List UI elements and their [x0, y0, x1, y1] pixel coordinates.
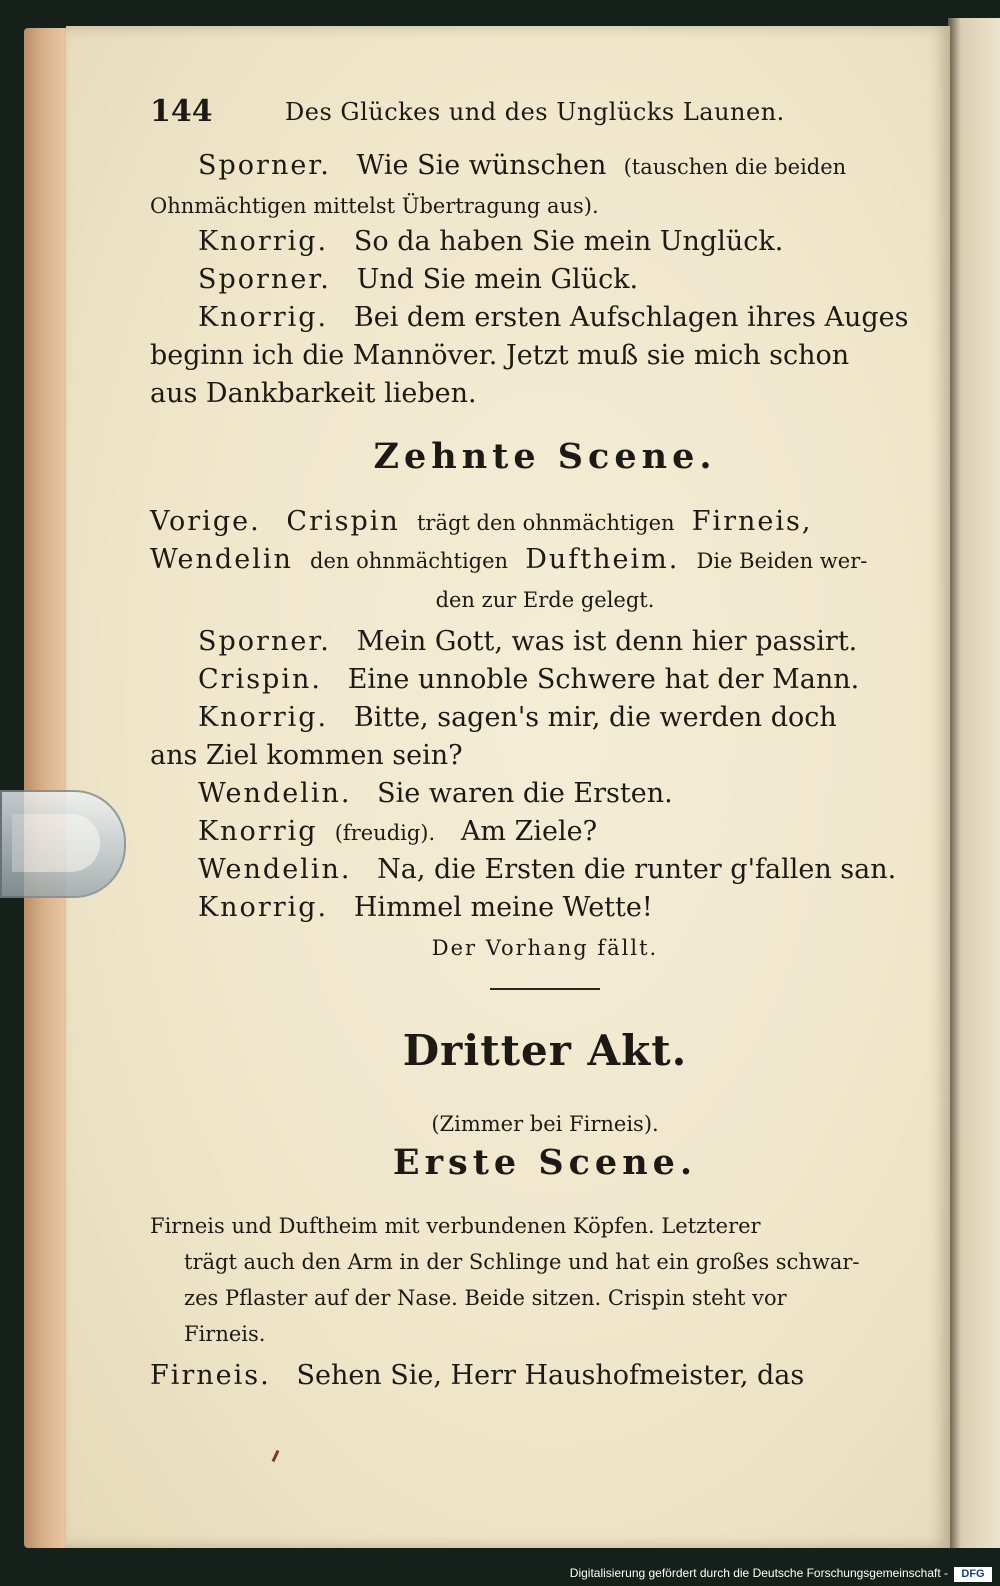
direction-part: den ohnmächtigen — [310, 549, 509, 573]
dialogue-line — [198, 852, 896, 888]
curtain-direction: Der Vorhang fällt. — [431, 936, 659, 960]
line-text: Himmel meine Wette! — [353, 892, 653, 923]
speaker: Knorrig — [198, 816, 318, 847]
right-page-edge — [948, 18, 1000, 1548]
line-text: ans Ziel kommen sein? — [150, 740, 463, 771]
line-text: Sie waren die Ersten. — [377, 778, 673, 809]
stage-direction-line: Firneis. — [184, 1322, 266, 1346]
direction-part: Die Beiden wer- — [696, 549, 868, 573]
speaker: Sporner. — [198, 264, 331, 295]
stage-direction-line — [150, 542, 867, 579]
speaker: Knorrig. — [198, 702, 329, 733]
dialogue-line — [198, 890, 653, 926]
dialogue-line — [198, 624, 857, 660]
speaker: Firneis. — [150, 1360, 271, 1391]
speaker: Knorrig. — [198, 302, 329, 333]
dialogue-line — [150, 338, 849, 374]
character-name: Duftheim. — [525, 544, 680, 575]
page-number: 144 — [150, 94, 213, 129]
dialogue-line — [150, 1358, 804, 1394]
ink-mark — [272, 1450, 280, 1462]
scene-heading: Erste Scene. — [392, 1142, 698, 1183]
line-text: Bei dem ersten Aufschlagen ihres Auges — [353, 302, 909, 333]
line-text: Mein Gott, was ist denn hier passirt. — [356, 626, 858, 657]
section-divider — [490, 988, 600, 990]
speaker: Crispin. — [198, 664, 322, 695]
paper-clip — [0, 790, 126, 898]
page-header — [150, 94, 940, 138]
line-text: So da haben Sie mein Unglück. — [353, 226, 784, 257]
stage-direction-line: trägt auch den Arm in der Schlinge und hat ein großes schwar- — [184, 1250, 860, 1274]
line-text: Wie Sie wünschen — [356, 150, 607, 181]
running-title: Des Glückes und des Unglücks Launen. — [285, 98, 785, 126]
direction-part: Vorige. — [150, 506, 261, 537]
stage-direction: (tauschen die beiden — [623, 155, 847, 179]
paper-clip-highlight — [12, 814, 100, 872]
book-page — [66, 26, 950, 1548]
act-heading: Dritter Akt. — [402, 1026, 688, 1075]
dialogue-line — [198, 262, 638, 298]
stage-direction: Ohnmächtigen mittelst Übertragung aus). — [150, 194, 599, 218]
line-text: Na, die Ersten die runter g'fallen san. — [377, 854, 897, 885]
scene-heading: Zehnte Scene. — [373, 436, 717, 477]
dialogue-line — [150, 188, 599, 224]
speaker: Wendelin. — [198, 778, 352, 809]
dialogue-line — [198, 776, 673, 812]
character-name: Wendelin — [150, 544, 293, 575]
line-text: aus Dankbarkeit lieben. — [150, 378, 477, 409]
stage-direction-line — [150, 504, 812, 541]
dialogue-line — [150, 738, 463, 774]
dialogue-line — [198, 814, 597, 851]
dialogue-line — [198, 224, 783, 260]
line-text: Sehen Sie, Herr Haushofmeister, das — [296, 1360, 805, 1391]
stage-direction-line: zes Pflaster auf der Nase. Beide sitzen. Crispin steht vor — [184, 1286, 787, 1310]
dialogue-line — [198, 700, 837, 736]
dialogue-line — [198, 662, 859, 698]
speaker: Sporner. — [198, 150, 331, 181]
footer-credit: Digitalisierung gefördert durch die Deutsche Forschungsgemeinschaft - — [569, 1566, 948, 1580]
dialogue-line — [198, 148, 846, 185]
speaker: Sporner. — [198, 626, 331, 657]
speaker: Knorrig. — [198, 226, 329, 257]
scene-setting: (Zimmer bei Firneis). — [431, 1112, 659, 1136]
stage-direction: (freudig). — [334, 821, 436, 845]
stage-direction-line: Firneis und Duftheim mit verbundenen Köpfen. Letzterer — [150, 1214, 761, 1238]
character-name: Firneis, — [691, 506, 813, 537]
direction-part: trägt den ohnmächtigen — [416, 511, 675, 535]
line-text: Am Ziele? — [460, 816, 598, 847]
stage-direction-line: den zur Erde gelegt. — [435, 588, 655, 612]
dialogue-line — [150, 376, 477, 412]
speaker: Knorrig. — [198, 892, 329, 923]
line-text: Und Sie mein Glück. — [356, 264, 639, 295]
character-name: Crispin — [286, 506, 400, 537]
dfg-logo: DFG — [954, 1567, 992, 1582]
line-text: Bitte, sagen's mir, die werden doch — [353, 702, 837, 733]
line-text: beginn ich die Mannöver. Jetzt muß sie mich schon — [150, 340, 850, 371]
line-text: Eine unnoble Schwere hat der Mann. — [347, 664, 860, 695]
dialogue-line — [198, 300, 909, 336]
speaker: Wendelin. — [198, 854, 352, 885]
